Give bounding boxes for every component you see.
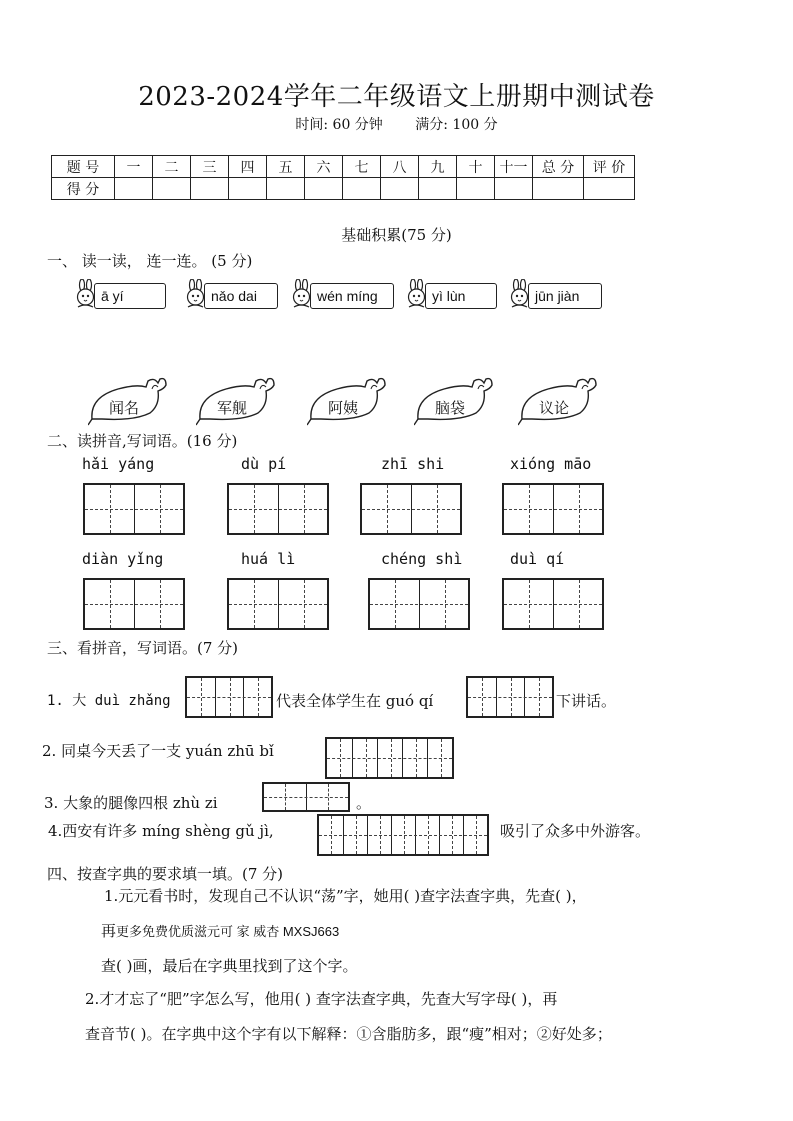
table-cell: 四 [229, 156, 267, 178]
answer-grid[interactable] [368, 578, 470, 630]
word-label: 议论 [538, 399, 569, 417]
pinyin-prompt: huá lì [241, 550, 296, 568]
answer-grid[interactable] [185, 676, 273, 718]
q3-sentence-4a: 4.西安有许多 míng shèng gǔ jì, [48, 822, 274, 840]
q4-line-2-text: 再 [101, 922, 117, 940]
q1-heading: 一、 读一读， 连一连。 (5 分) [47, 252, 253, 270]
pinyin-prompt: duì qí [510, 550, 565, 568]
word-label: 阿姨 [327, 399, 358, 417]
pinyin-label: ā yí [94, 283, 166, 309]
q4-line-2 [101, 920, 339, 941]
table-cell: 总 分 [533, 156, 584, 178]
word-leaf [196, 375, 282, 427]
word-label: 闻名 [108, 399, 139, 417]
guide-line [327, 758, 452, 759]
guide-line [85, 509, 183, 510]
guide-line [85, 604, 183, 605]
guide-line [264, 797, 348, 798]
score-entry[interactable] [495, 178, 533, 200]
score-entry[interactable] [115, 178, 153, 200]
answer-grid[interactable] [317, 814, 489, 856]
table-cell: 十 [457, 156, 495, 178]
word-label: 军舰 [216, 399, 247, 417]
table-cell: 九 [419, 156, 457, 178]
word-leaf [307, 375, 393, 427]
guide-line [468, 697, 552, 698]
guide-line [229, 509, 327, 510]
score-entry[interactable] [229, 178, 267, 200]
word-leaf [414, 375, 500, 427]
guide-line [504, 509, 602, 510]
score-entry[interactable] [191, 178, 229, 200]
table-cell: 二 [153, 156, 191, 178]
guide-line [362, 509, 460, 510]
pinyin-label: jūn jiàn [528, 283, 602, 309]
page-title: 2023-2024学年二年级语文上册期中测试卷 [138, 82, 655, 112]
score-entry[interactable] [153, 178, 191, 200]
answer-grid[interactable] [502, 483, 604, 535]
guide-line [370, 604, 468, 605]
table-cell: 七 [343, 156, 381, 178]
table-cell: 题 号 [52, 156, 115, 178]
guide-line [229, 604, 327, 605]
q3-sentence-4b: 吸引了众多中外游客。 [500, 822, 651, 840]
answer-grid[interactable] [360, 483, 462, 535]
pinyin-prompt: dù pí [241, 455, 287, 473]
answer-grid[interactable] [325, 737, 454, 779]
q3-s1-a: 1. 大 duì zhǎng [47, 693, 171, 709]
pinyin-label: wén míng [310, 283, 394, 309]
answer-grid[interactable] [466, 676, 554, 718]
pinyin-prompt: xióng māo [510, 455, 592, 473]
watermark-text: 更多免费优质滋元可 家 威杏 MXSJ663 [116, 924, 340, 939]
table-cell: 六 [305, 156, 343, 178]
exam-info [0, 114, 793, 134]
q3-sentence-2: 2. 同桌今天丢了一支 yuán zhū bǐ [42, 742, 274, 760]
answer-grid[interactable] [502, 578, 604, 630]
table-cell: 评 价 [584, 156, 635, 178]
table-cell: 一 [115, 156, 153, 178]
q4-line-1: 1.元元看书时，发现自己不认识“荡”字，她用( )查字法查字典，先查( )， [104, 887, 587, 905]
answer-grid[interactable] [83, 578, 185, 630]
q4-heading: 四、按查字典的要求填一填。(7 分) [47, 865, 284, 883]
q3-s1-b: 代表全体学生在 guó qí [276, 692, 434, 710]
guide-line [187, 697, 271, 698]
table-cell: 五 [267, 156, 305, 178]
word-leaf [88, 375, 174, 427]
exam-time: 时间: 60 分钟 [295, 117, 383, 133]
guide-line [319, 835, 487, 836]
pinyin-label: nǎo dai [204, 283, 278, 309]
word-leaf [518, 375, 604, 427]
q3-sentence-1b [276, 690, 433, 711]
answer-grid[interactable] [227, 578, 329, 630]
table-cell: 十一 [495, 156, 533, 178]
answer-grid[interactable] [227, 483, 329, 535]
score-entry[interactable] [584, 178, 635, 200]
score-entry[interactable] [457, 178, 495, 200]
part-heading: 基础积累(75 分) [341, 226, 452, 244]
pinyin-prompt: diàn yǐng [82, 550, 164, 568]
score-entry[interactable] [343, 178, 381, 200]
q3-heading: 三、看拼音，写词语。(7 分) [47, 639, 239, 657]
score-table-score-row [52, 178, 635, 200]
exam-full-score: 满分: 100 分 [415, 117, 498, 133]
answer-grid[interactable] [262, 782, 350, 812]
q4-line-5: 查音节( )。在字典中这个字有以下解释：①含脂肪多，跟“瘦”相对；②好处多； [85, 1025, 612, 1043]
q3-sentence-1c: 下讲话。 [556, 692, 617, 710]
q2-heading: 二、读拼音,写词语。(16 分) [47, 432, 238, 450]
pinyin-prompt: zhī shi [381, 455, 445, 473]
word-label: 脑袋 [434, 399, 465, 417]
score-entry[interactable] [267, 178, 305, 200]
guide-line [504, 604, 602, 605]
q3-sentence-3a: 3. 大象的腿像四根 zhù zi [44, 794, 218, 812]
answer-grid[interactable] [83, 483, 185, 535]
pinyin-prompt: hǎi yáng [82, 455, 155, 473]
table-cell: 八 [381, 156, 419, 178]
score-entry[interactable] [381, 178, 419, 200]
score-table [51, 155, 635, 200]
q4-line-4: 2.才才忘了“肥”字怎么写，他用( ) 查字法查字典，先查大写字母( )，再 [85, 990, 558, 1008]
score-entry[interactable] [305, 178, 343, 200]
score-entry[interactable] [419, 178, 457, 200]
score-entry[interactable] [533, 178, 584, 200]
table-cell: 得 分 [52, 178, 115, 200]
q3-sentence-3b: 。 [356, 794, 372, 812]
q3-sentence-1a [47, 690, 171, 710]
table-cell: 三 [191, 156, 229, 178]
q4-line-3: 查( )画，最后在字典里找到了这个字。 [101, 957, 358, 975]
score-table-header-row [52, 156, 635, 178]
pinyin-label: yì lùn [425, 283, 497, 309]
pinyin-prompt: chéng shì [381, 550, 463, 568]
